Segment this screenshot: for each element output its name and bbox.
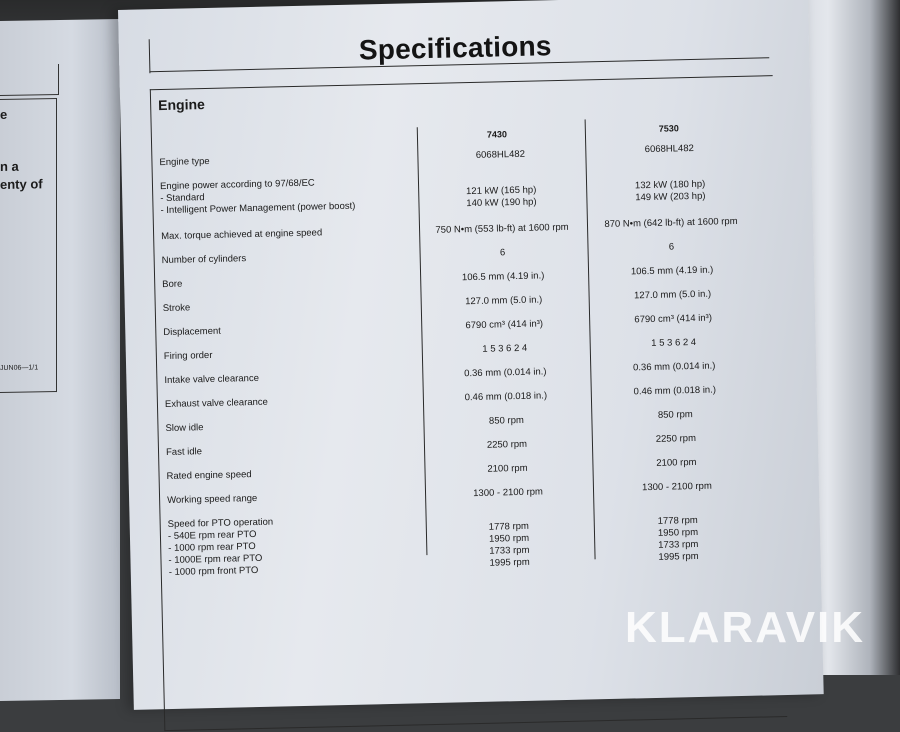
spec-value-7430: 750 N•m (553 lb-ft) at 1600 rpm [435, 221, 569, 236]
left-page-fragment: n a [0, 158, 19, 175]
spec-row-label: Working speed range [167, 492, 258, 507]
spec-row-label: Displacement [163, 325, 222, 339]
spec-row-label: Stroke [162, 302, 191, 315]
spec-value-7530: 127.0 mm (5.0 in.) [633, 288, 712, 302]
spec-row-label: Number of cylinders [161, 253, 247, 267]
spec-value-7430: 2250 rpm [486, 438, 528, 451]
spec-value-7430: 106.5 mm (4.19 in.) [461, 270, 545, 284]
spec-value-7530: 6790 cm³ (414 in³) [634, 312, 713, 326]
spec-row-label: Engine power according to 97/68/EC - Standard - Intelligent Power Management (power boost) [159, 177, 356, 217]
spec-value-7530: 870 N•m (642 lb-ft) at 1600 rpm [604, 215, 738, 231]
spec-value-7430: 6 [499, 247, 506, 259]
left-page-fragment: e [0, 106, 8, 123]
spec-value-7530: 1778 rpm 1950 rpm 1733 rpm 1995 rpm [657, 514, 699, 563]
spec-value-7530: 1300 - 2100 rpm [641, 480, 712, 494]
spec-row-label: Firing order [163, 349, 213, 363]
spec-value-7430: 2100 rpm [487, 462, 528, 475]
spec-row-label: Rated engine speed [166, 469, 252, 483]
spec-value-7430: 850 rpm [488, 414, 524, 427]
spec-value-7530: 1 5 3 6 2 4 [651, 336, 697, 349]
watermark: KLARAVIK [625, 603, 866, 652]
spec-value-7530: 6 [668, 241, 675, 253]
left-page [0, 19, 120, 701]
left-page-fragment: enty of [0, 176, 43, 193]
spec-value-7530: 0.46 mm (0.018 in.) [633, 384, 717, 398]
column-header-7530: 7530 [658, 123, 679, 134]
spec-value-7430: 121 kW (165 hp) 140 kW (190 hp) [465, 184, 537, 210]
spec-value-7430: 0.46 mm (0.018 in.) [464, 390, 548, 404]
spec-value-7430: 6068HL482 [475, 148, 526, 161]
spec-row-label: Intake valve clearance [164, 372, 260, 387]
title-divider [149, 39, 151, 73]
spec-row-label: Fast idle [165, 446, 203, 459]
spec-value-7430: 6790 cm³ (414 in³) [465, 318, 544, 332]
left-page-box [0, 98, 57, 393]
spec-value-7530: 106.5 mm (4.19 in.) [630, 264, 714, 278]
spec-value-7430: 1 5 3 6 2 4 [482, 342, 528, 355]
spec-row-label: Engine type [159, 155, 210, 169]
spec-value-7530: 850 rpm [657, 409, 693, 421]
spec-value-7430: 1300 - 2100 rpm [473, 486, 544, 500]
left-page-code: JUN06—1/1 [0, 364, 39, 373]
spec-value-7530: 6068HL482 [644, 142, 694, 156]
spec-value-7430: 0.36 mm (0.014 in.) [464, 366, 547, 380]
spec-row-label: Bore [162, 278, 183, 291]
spec-row-label: Slow idle [165, 422, 204, 435]
page-title: Specifications [358, 30, 552, 66]
spec-row-label: Exhaust valve clearance [164, 396, 269, 411]
spec-value-7530: 132 kW (180 hp) 149 kW (203 hp) [634, 178, 706, 204]
spec-value-7530: 0.36 mm (0.014 in.) [632, 360, 716, 374]
section-heading: Engine [157, 96, 206, 114]
column-header-7430: 7430 [486, 129, 508, 140]
spec-value-7430: 1778 rpm 1950 rpm 1733 rpm 1995 rpm [488, 520, 530, 569]
spec-value-7430: 127.0 mm (5.0 in.) [465, 294, 543, 308]
spec-row-label: Speed for PTO operation - 540E rpm rear PTO - 1000 rpm rear PTO - 1000E rpm rear PTO - 1000 rpm front PTO [167, 516, 274, 578]
spec-value-7530: 2250 rpm [655, 432, 697, 445]
left-page-box-top [0, 64, 59, 96]
spec-row-label: Max. torque achieved at engine speed [161, 227, 323, 243]
spec-value-7530: 2100 rpm [656, 456, 697, 469]
